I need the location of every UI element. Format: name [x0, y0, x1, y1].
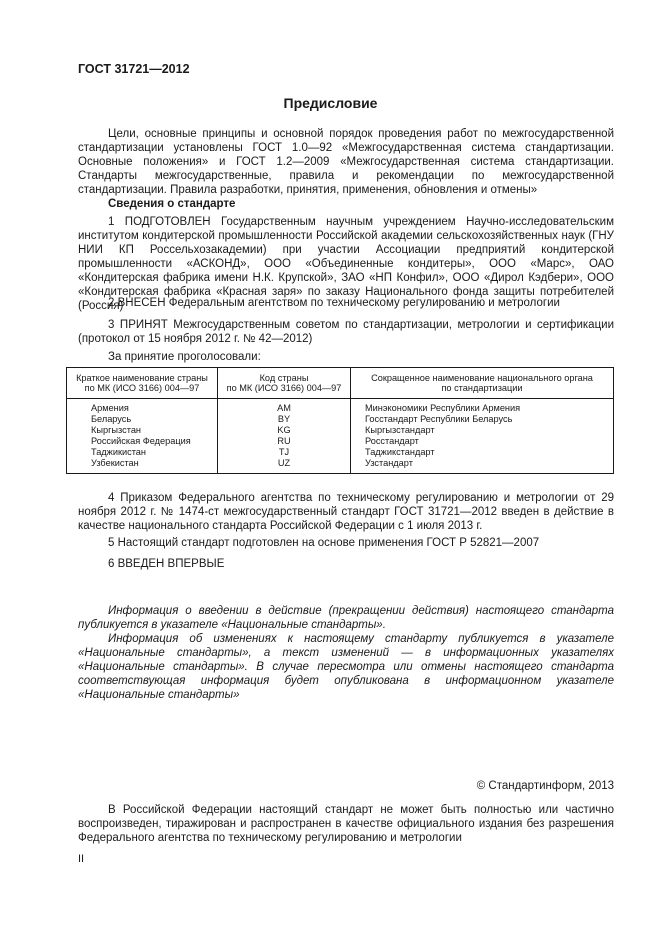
- page-number: II: [78, 853, 85, 865]
- national-body: Таджикстандарт: [351, 447, 614, 458]
- table-row: [67, 399, 614, 415]
- standard-code: ГОСТ 31721—2012: [78, 62, 190, 76]
- country-code: UZ: [218, 458, 351, 474]
- country-name: Кыргызстан: [67, 425, 218, 436]
- country-name: Армения: [67, 399, 218, 415]
- header-line: Краткое наименование страны: [76, 372, 208, 383]
- header-national-body: [351, 368, 614, 399]
- item-2-introduced: 2 ВНЕСЕН Федеральным агентством по техническому регулированию и метрологии: [108, 297, 560, 309]
- national-body: Минэкономики Республики Армения: [351, 399, 614, 415]
- item-4-order: 4 Приказом Федерального агентства по техническому регулированию и метрологии от 29 ноября 2012 г. № 1474-ст межгосударственный стандарт ГОСТ 31721—2012 введен в действие в качестве национального стандарта Российской Федерации с 1 июля 2013 г.: [78, 492, 614, 532]
- table-row: [67, 447, 614, 458]
- country-code: KG: [218, 425, 351, 436]
- table-row: [67, 425, 614, 436]
- copyright-notice: © Стандартинформ, 2013: [476, 780, 614, 792]
- header-line: по МК (ИСО 3166) 004—97: [226, 383, 342, 393]
- national-body: Узстандарт: [351, 458, 614, 474]
- country-code: AM: [218, 399, 351, 415]
- national-body: Госстандарт Республики Беларусь: [351, 414, 614, 425]
- table-row: [67, 458, 614, 474]
- country-code: BY: [218, 414, 351, 425]
- country-name: Узбекистан: [67, 458, 218, 474]
- item-5-basis: 5 Настоящий стандарт подготовлен на основе применения ГОСТ Р 52821—2007: [108, 537, 540, 549]
- header-line: по стандартизации: [441, 383, 523, 393]
- intro-paragraph: Цели, основные принципы и основной порядок проведения работ по межгосударственной стандартизации установлены ГОСТ 1.0—92 «Межгосударственная система стандартизации. Основные положения» и ГОСТ 1.2—2009 «Межгосударственная система стандартизации. Стандарты межгосударственные, правила и рекомендации по межгосударственной стандартизации. Правила разработки, принятия, применения, обновления и отмены»: [78, 128, 614, 196]
- header-country-name: [67, 368, 218, 399]
- table-row: [67, 414, 614, 425]
- header-line: Сокращенное наименование национального органа: [371, 372, 593, 383]
- page-title: Предисловие: [283, 95, 378, 111]
- country-name: Таджикистан: [67, 447, 218, 458]
- country-name: Беларусь: [67, 414, 218, 425]
- country-code: TJ: [218, 447, 351, 458]
- info-paragraph-changes: Информация об изменениях к настоящему стандарту публикуется в указателе «Национальные стандарты», а текст изменений — в информационных указателях «Национальные стандарты». В случае пересмотра или отмены настоящего стандарта соответствующая информация будет опубликована в информационном указателе «Национальные стандарты»: [78, 633, 614, 701]
- national-body: Кыргызстандарт: [351, 425, 614, 436]
- item-6-introduced-first: 6 ВВЕДЕН ВПЕРВЫЕ: [108, 558, 225, 570]
- section-heading: Сведения о стандарте: [108, 198, 236, 210]
- item-1-prepared: 1 ПОДГОТОВЛЕН Государственным научным учреждением Научно-исследовательским институтом кондитерской промышленности Российской академии сельскохозяйственных наук (ГНУ НИИ КП Россельхозакадемии) при участии Ассоциации предприятий кондитерской промышленности «АСКОНД», ООО «Объединенные кондитеры», ООО «Марс», ОАО «Кондитерская фабрика имени Н.К. Крупской», ЗАО «НП Конфил», ООО «Дирол Кэдбери», ООО «Кондитерская фабрика «Красная заря» по заказу Национального фонда защиты потребителей (Россия): [78, 216, 614, 312]
- table-header-row: [67, 368, 614, 399]
- header-country-code: [218, 368, 351, 399]
- info-paragraph-effect: Информация о введении в действие (прекращении действия) настоящего стандарта публикуется в указателе «Национальные стандарты».: [78, 605, 614, 631]
- header-line: по МК (ИСО 3166) 004—97: [84, 383, 200, 393]
- reproduction-notice: В Российской Федерации настоящий стандарт не может быть полностью или частично воспроизведен, тиражирован и распространен в качестве официального издания без разрешения Федерального агентства по техническому регулированию и метрологии: [78, 804, 614, 844]
- item-3-adopted: 3 ПРИНЯТ Межгосударственным советом по стандартизации, метрологии и сертификации (протокол от 15 ноября 2012 г. № 42—2012): [78, 319, 614, 345]
- country-code: RU: [218, 436, 351, 447]
- national-body: Росстандарт: [351, 436, 614, 447]
- vote-intro: За принятие проголосовали:: [108, 351, 261, 363]
- table-row: [67, 436, 614, 447]
- voting-countries-table: [66, 367, 614, 474]
- header-line: Код страны: [259, 372, 309, 383]
- country-name: Российская Федерация: [67, 436, 218, 447]
